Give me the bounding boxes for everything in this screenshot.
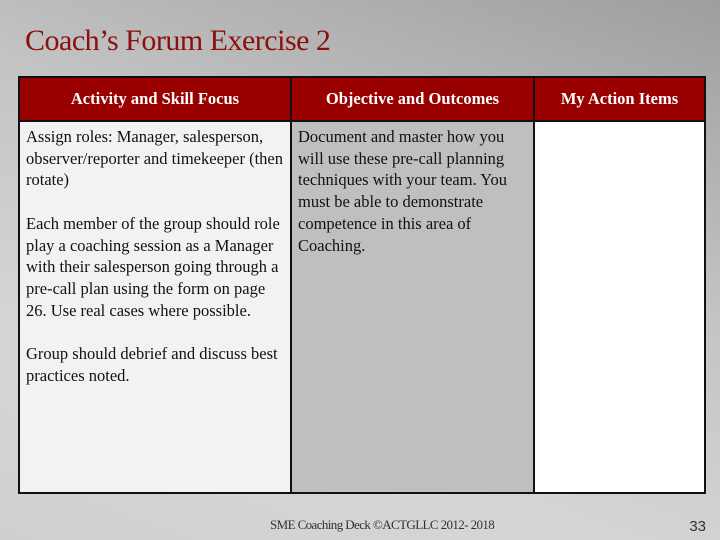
objective-text: Document and master how you will use these pre-call planning techniques with your team. You must be able to demonstrate competence in this area of Coaching. <box>298 127 507 255</box>
footer-text: SME Coaching Deck ©ACTGLLC 2012- 2018 <box>270 517 495 532</box>
slide-title: Coach’s Forum Exercise 2 <box>25 24 331 57</box>
page-number: 33 <box>689 518 706 535</box>
exercise-table <box>18 76 706 494</box>
objective-cell <box>291 121 534 493</box>
activity-cell <box>19 121 291 493</box>
header-row <box>19 77 705 121</box>
header-objective: Objective and Outcomes <box>291 77 534 121</box>
activity-text-1: Assign roles: Manager, salesperson, observer/reporter and timekeeper (then rotate) <box>26 127 283 190</box>
header-action-items: My Action Items <box>534 77 705 121</box>
action-items-cell[interactable] <box>534 121 705 493</box>
activity-text-3: Group should debrief and discuss best practices noted. <box>26 344 278 385</box>
activity-text-2: Each member of the group should role play a coaching session as a Manager with their salesperson going through a pre-call plan using the form on page 26. Use real cases where possible. <box>26 213 280 320</box>
header-activity: Activity and Skill Focus <box>19 77 291 121</box>
table-row <box>19 121 705 493</box>
